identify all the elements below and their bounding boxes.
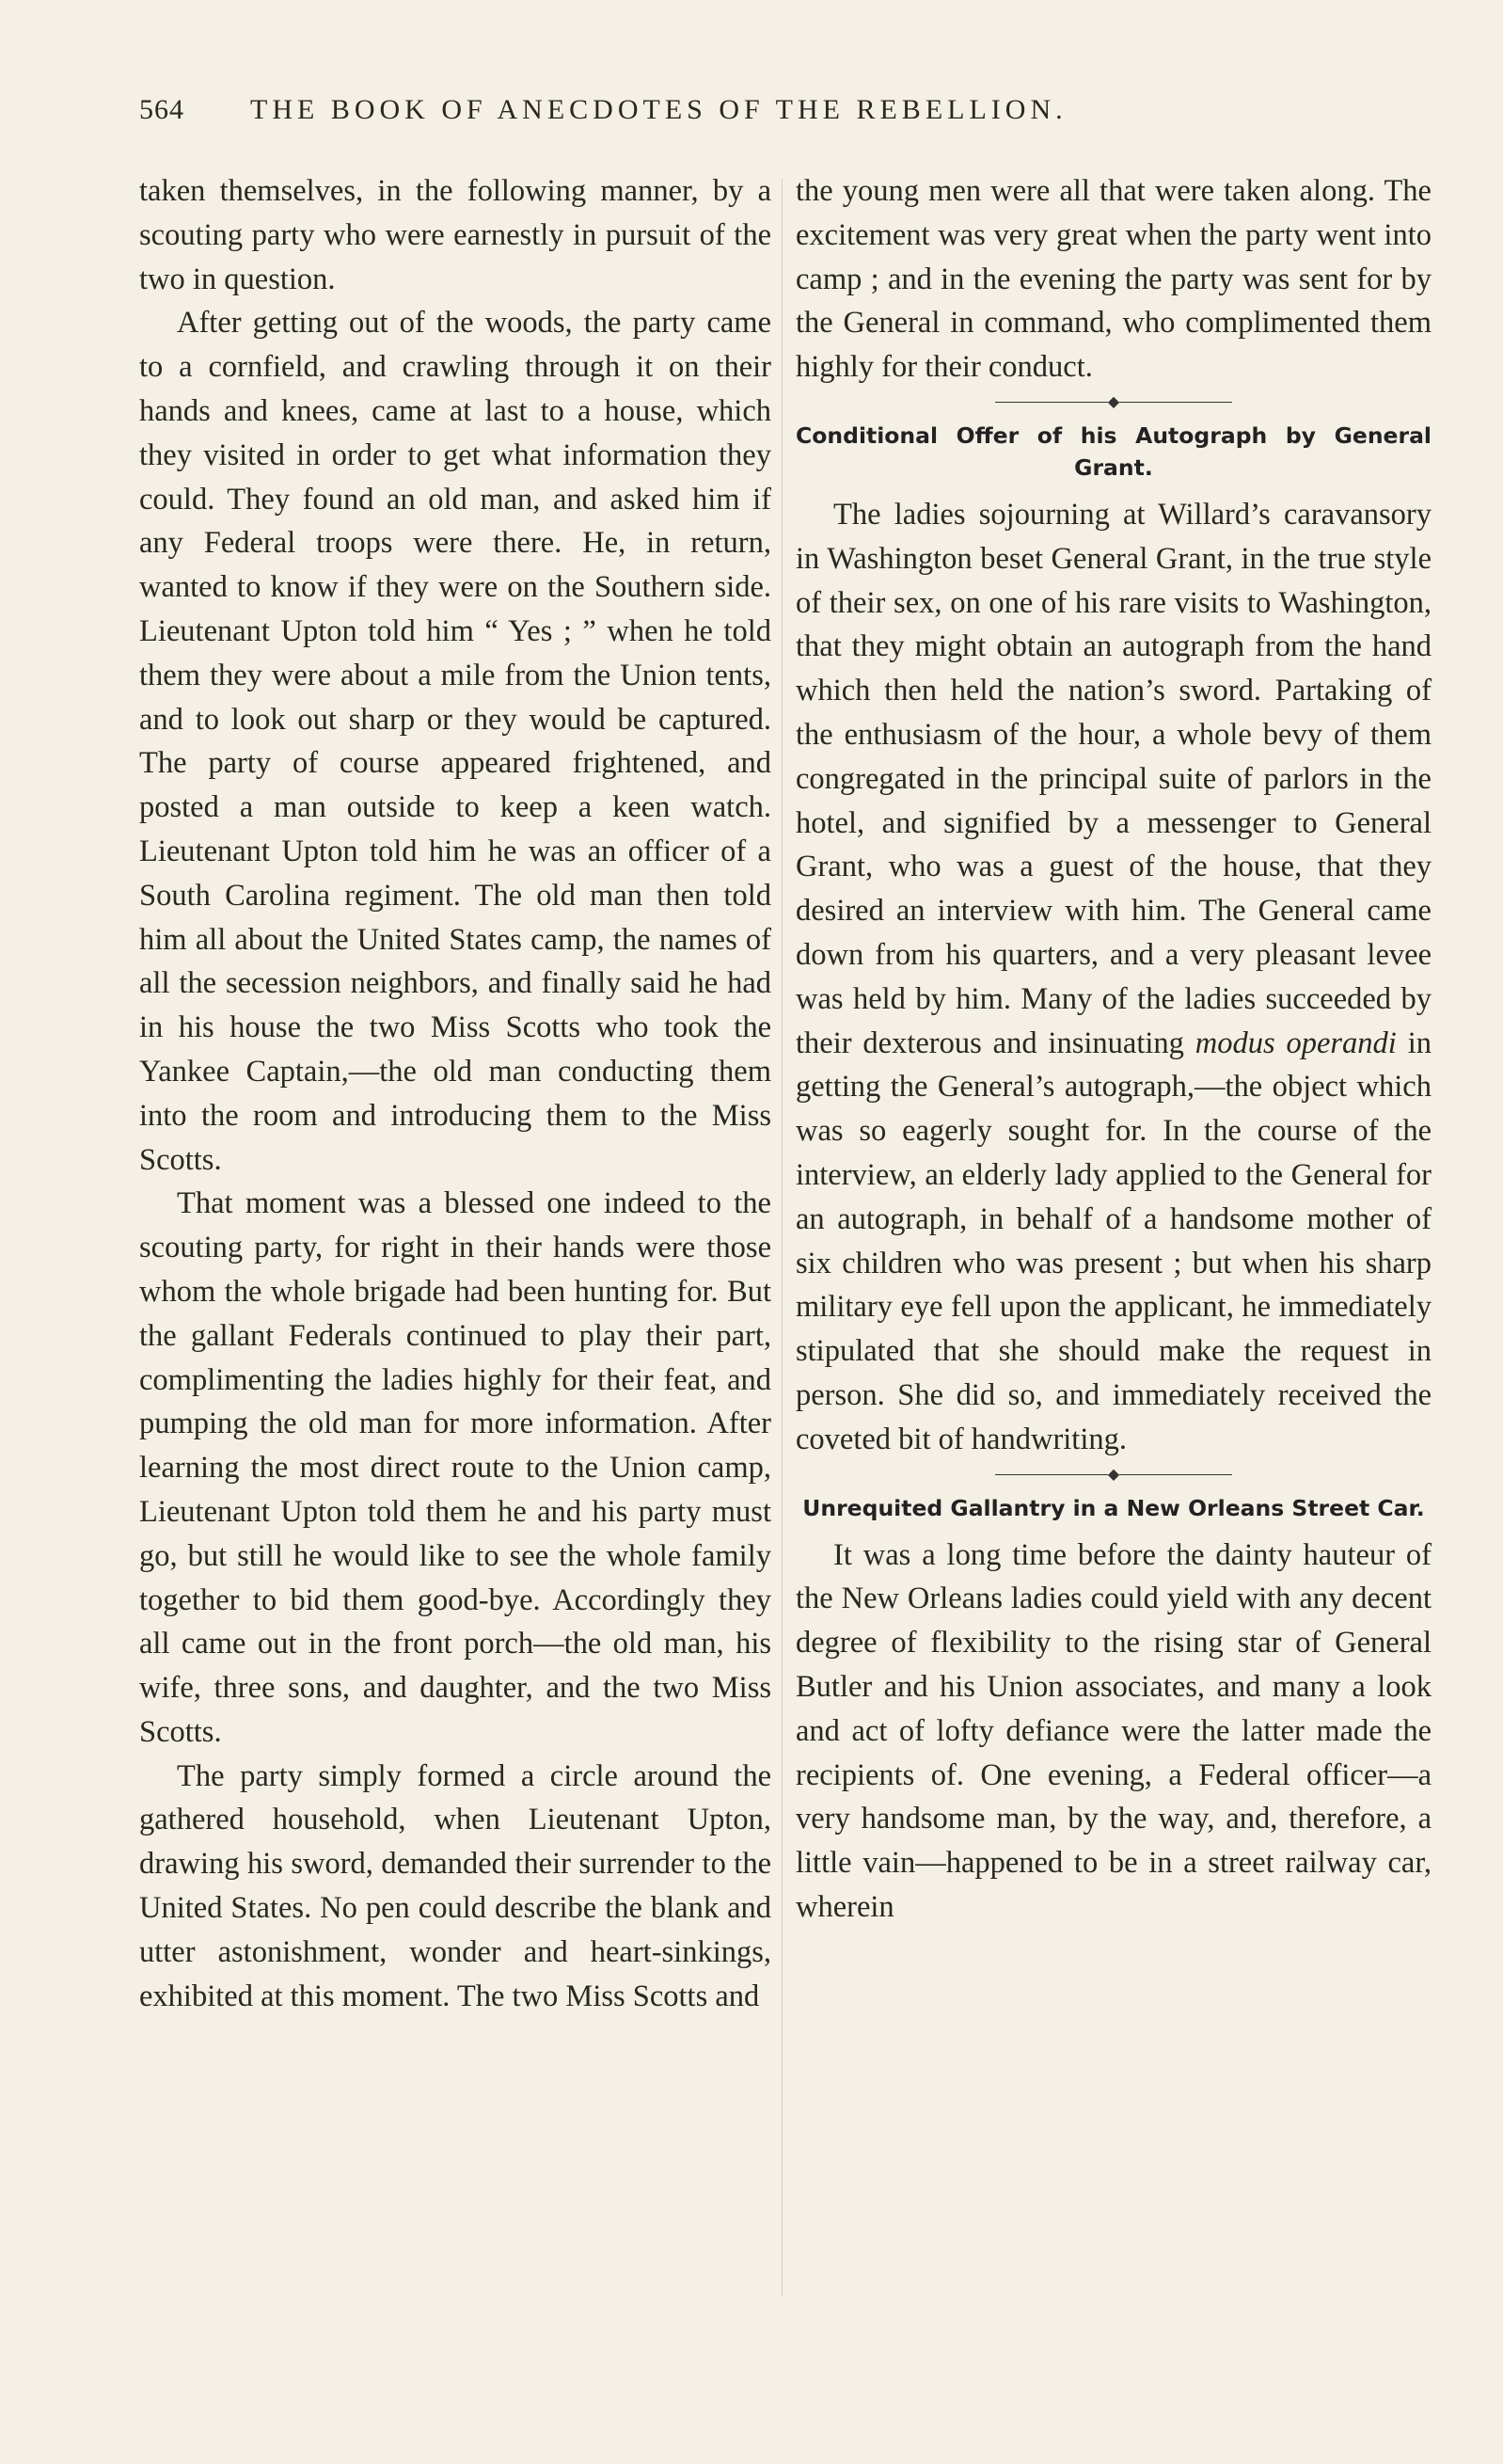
paragraph: the young men were all that were taken along. The excitement was very great when the party went into camp ; and in the evening the party was sent for by the General in command, who complimented them highly for their conduct. xyxy=(796,174,1432,385)
paragraph: It was a long time before the dainty hauteur of the New Orleans ladies could yield with any decent degree of flexibility to the rising star of General Butler and his Union associates, and many a look and act of lofty defiance were the latter made the recipients of. One evening, a Federal officer—a very handsome man, by the way, and, therefore, a little vain—happened to be in a street railway car, wherein xyxy=(796,1537,1432,1924)
paragraph xyxy=(796,493,1432,1462)
page-number: 564 xyxy=(139,94,184,125)
right-column xyxy=(796,169,1432,1930)
page-header xyxy=(139,94,1305,126)
paragraph: taken themselves, in the following manner, by a scouting party who were earnestly in pursuit of the two in question. xyxy=(139,174,771,296)
separator-diamond: ◆ xyxy=(1107,393,1120,410)
running-title: THE BOOK OF ANECDOTES OF THE REBELLION. xyxy=(250,94,1068,125)
paragraph: After getting out of the woods, the party came to a cornfield, and crawling through it on their hands and knees, came at last to a house, which they visited in order to get what information they could. They found an old man, and asked him if any Federal troops were there. He, in return, wanted to know if they were on the Southern side. Lieutenant Upton told him “ Yes ; ” when he told them they were about a mile from the Union tents, and to look out sharp or they would be captured. The party of course appeared frightened, and posted a man outside to keep a keen watch. Lieutenant Upton told him he was an officer of a South Carolina regiment. The old man then told him all about the United States camp, the names of all the secession neighbors, and finally said he had in his house the two Miss Scotts who took the Yankee Captain,—the old man conducting them into the room and introducing them to the Miss Scotts. xyxy=(139,306,771,1177)
column-divider xyxy=(782,179,783,2296)
section-separator xyxy=(796,1462,1432,1488)
paragraph: The party simply formed a circle around the gathered household, when Lieutenant Upton, drawing his sword, demanded their surrender to the United States. No pen could describe the blank and utter astonishment, wonder and heart-sinkings, exhibited at this moment. The two Miss Scotts and xyxy=(139,1758,771,2013)
paragraph: That moment was a blessed one indeed to the scouting party, for right in their hands were those whom the whole brigade had been hunting for. But the gallant Federals continued to play their part, complimenting the ladies highly for their feat, and pumping the old man for more information. After learning the most direct route to the Union camp, Lieutenant Upton told them he and his party must go, but still he would like to see the whole family together to bid them good-bye. Accordingly they all came out in the front porch—the old man, his wife, three sons, and daughter, and the two Miss Scotts. xyxy=(139,1186,771,1749)
italic-phrase: modus operandi xyxy=(1194,1025,1397,1060)
section-heading: Unrequited Gallantry in a New Orleans Street Car. xyxy=(802,1494,1425,1521)
paragraph-text: The ladies sojourning at Willard’s caravansory in Washington beset General Grant, in the true style of their sex, on one of his rare visits to Washington, that they might obtain an autograph from the hand which then held the nation’s sword. Partaking of the enthusiasm of the hour, a whole bevy of them congregated in the principal suite of parlors in the hotel, and signified by a messenger to General Grant, who was a guest of the house, that they desired an interview with him. The General came down from his quarters, and a very pleasant levee was held by him. Many of the ladies succeeded by their dexterous and insinuating xyxy=(796,497,1432,1060)
separator-diamond: ◆ xyxy=(1107,1466,1120,1483)
paragraph-text: in getting the General’s autograph,—the object which was so eagerly sought for. In the course of the interview, an elderly lady applied to the General for an autograph, in behalf of a handsome mother of six children who was present ; but when his sharp military eye fell upon the applicant, he immediately stipulated that she should make the request in person. She did so, and immediately received the coveted bit of handwriting. xyxy=(796,1025,1432,1456)
section-separator xyxy=(796,389,1432,416)
left-column xyxy=(139,169,771,2018)
section-heading: Conditional Offer of his Autograph by General Grant. xyxy=(796,421,1432,481)
